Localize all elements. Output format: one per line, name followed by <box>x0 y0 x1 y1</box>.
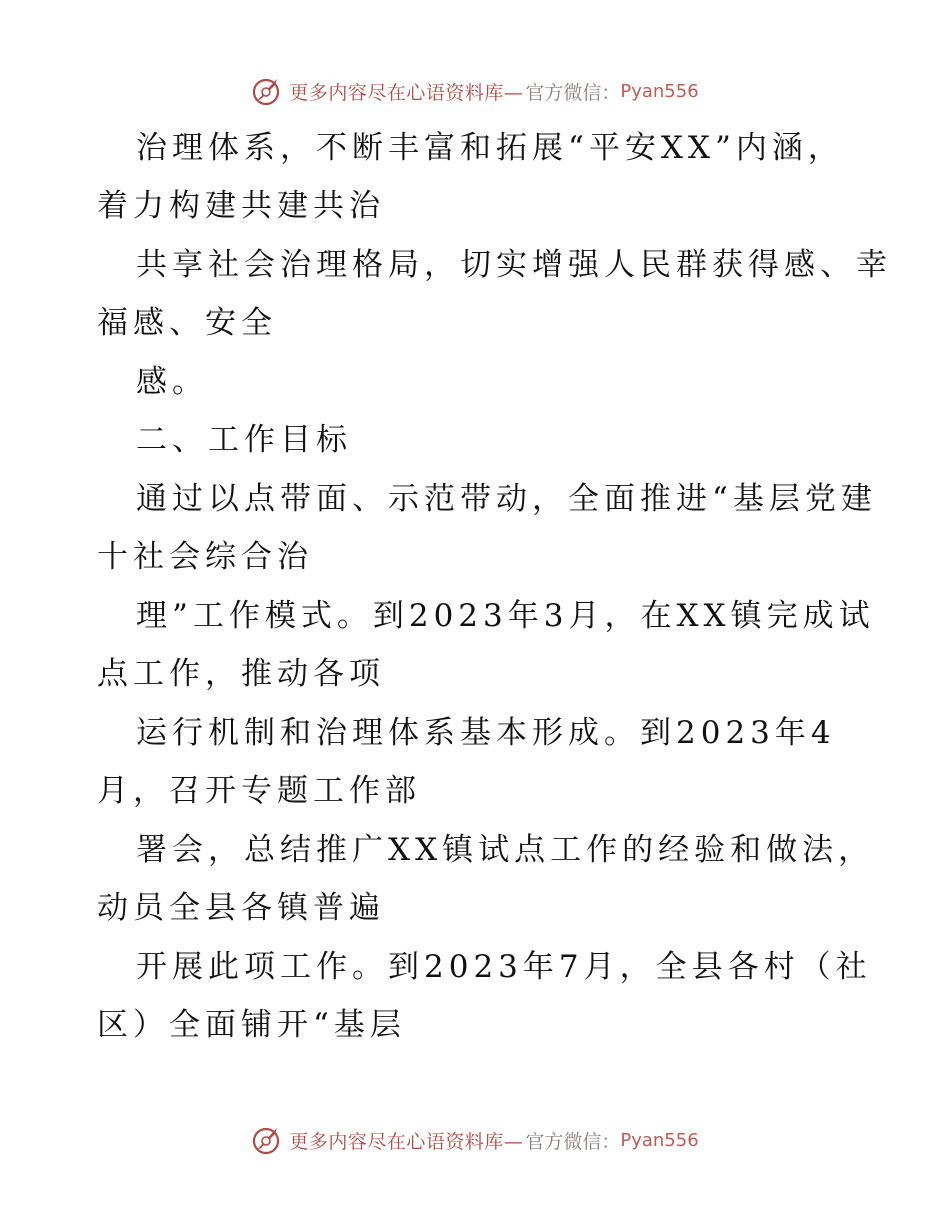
watermark-slogan: 更多内容尽在心语资料库— <box>289 81 524 104</box>
body-line: 着力构建共建共治 <box>97 188 385 224</box>
body-line: 通过以点带面、示范带动，全面推进“基层党建 <box>136 481 877 517</box>
body-line: 月，召开专题工作部 <box>97 773 421 809</box>
body-line: 十社会综合治 <box>97 539 313 575</box>
body-line: 点工作，推动各项 <box>97 656 385 692</box>
quill-logo-icon <box>251 75 283 107</box>
body-line: 共享社会治理格局，切实增强人民群获得感、幸 <box>136 247 892 283</box>
body-line: 区）全面铺开“基层 <box>97 1007 406 1043</box>
watermark-wechat-label: 官方微信： <box>525 81 621 104</box>
section-heading: 二、工作目标 <box>136 422 352 458</box>
body-line: 开展此项工作。到2023年7月，全县各村（社 <box>136 949 872 985</box>
header-watermark <box>0 71 950 111</box>
body-line: 运行机制和治理体系基本形成。到2023年4 <box>136 715 836 751</box>
body-line: 感。 <box>136 364 208 400</box>
quill-logo-icon <box>251 1124 283 1156</box>
watermark-slogan: 更多内容尽在心语资料库— <box>289 1130 524 1153</box>
footer-watermark <box>0 1120 950 1160</box>
body-line: 动员全县各镇普遍 <box>97 890 385 926</box>
body-line: 治理体系，不断丰富和拓展“平安XX”内涵， <box>136 130 844 166</box>
body-line: 理”工作模式。到2023年3月，在XX镇完成试 <box>136 598 875 634</box>
watermark-wechat-label: 官方微信： <box>525 1130 621 1153</box>
watermark-wechat-id: Pyan556 <box>620 1129 699 1151</box>
body-line: 署会，总结推广XX镇试点工作的经验和做法， <box>136 832 875 868</box>
watermark-wechat-id: Pyan556 <box>620 80 699 102</box>
body-line: 福感、安全 <box>97 305 277 341</box>
